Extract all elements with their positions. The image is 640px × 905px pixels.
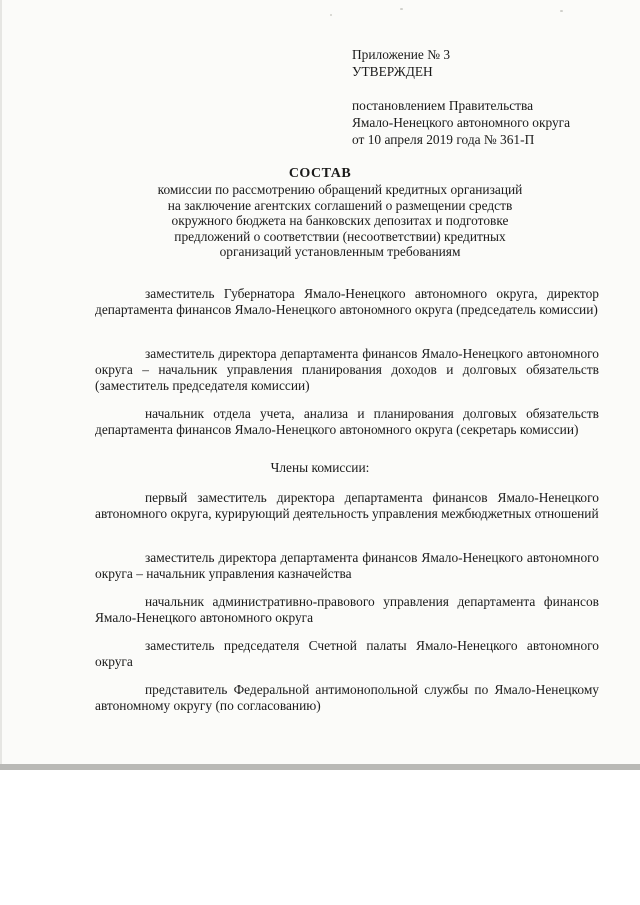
member-entry bbox=[95, 638, 599, 670]
subtitle-line: на заключение агентских соглашений о размещении средств bbox=[167, 197, 513, 213]
entry-text: представитель Федеральной антимонопольной службы по Ямало-Ненецкому автономному округу (по согласованию) bbox=[95, 682, 599, 713]
approved-label: УТВЕРЖДЕН bbox=[352, 64, 433, 79]
entry-text: первый заместитель директора департамента финансов Ямало-Ненецкого автономного округа, курирующий деятельность управления межбюджетных отношений bbox=[95, 490, 599, 521]
approval-block bbox=[352, 46, 570, 148]
scan-speck bbox=[400, 8, 403, 10]
member-entry bbox=[95, 490, 599, 522]
document-subtitle bbox=[100, 182, 580, 260]
appendix-number: Приложение № 3 bbox=[352, 47, 451, 62]
chairman-entry bbox=[95, 286, 599, 318]
members-heading: Члены комиссии: bbox=[270, 460, 370, 475]
entry-text: заместитель директора департамента финансов Ямало-Ненецкого автономного округа – начальник управления планирования доходов и долговых обязательств (заместитель председателя комиссии) bbox=[95, 346, 599, 393]
member-entry bbox=[95, 550, 599, 582]
entry-text: заместитель председателя Счетной палаты Ямало-Ненецкого автономного округа bbox=[95, 638, 599, 669]
approval-date: от 10 апреля 2019 года № 361-П bbox=[352, 132, 535, 147]
entry-text: начальник отдела учета, анализа и планирования долговых обязательств департамента финансов Ямало-Ненецкого автономного округа (секретарь комиссии) bbox=[95, 406, 599, 437]
entry-text: заместитель Губернатора Ямало-Ненецкого автономного округа, директор департамента финансов Ямало-Ненецкого автономного округа (председатель комиссии) bbox=[95, 286, 599, 317]
entry-text: начальник административно-правового управления департамента финансов Ямало-Ненецкого автономного округа bbox=[95, 594, 599, 625]
subtitle-line: предложений о соответствии (несоответствии) кредитных bbox=[174, 228, 506, 244]
scan-bottom-edge bbox=[0, 764, 640, 770]
approval-act: постановлением Правительства bbox=[352, 98, 534, 113]
member-entry bbox=[95, 594, 599, 626]
subtitle-line: комиссии по рассмотрению обращений кредитных организаций bbox=[157, 182, 523, 197]
subtitle-line: окружного бюджета на банковских депозитах и подготовке bbox=[171, 213, 509, 229]
document-title: СОСТАВ bbox=[288, 166, 352, 181]
secretary-entry bbox=[95, 406, 599, 438]
scan-speck bbox=[560, 10, 563, 12]
scan-speck bbox=[330, 14, 332, 16]
deputy-chairman-entry bbox=[95, 346, 599, 394]
subtitle-line: организаций установленным требованиям bbox=[219, 244, 461, 260]
approval-authority: Ямало-Ненецкого автономного округа bbox=[352, 115, 571, 130]
entry-text: заместитель директора департамента финансов Ямало-Ненецкого автономного округа – начальник управления казначейства bbox=[95, 550, 599, 581]
member-entry bbox=[95, 682, 599, 714]
scan-left-edge bbox=[0, 0, 2, 770]
